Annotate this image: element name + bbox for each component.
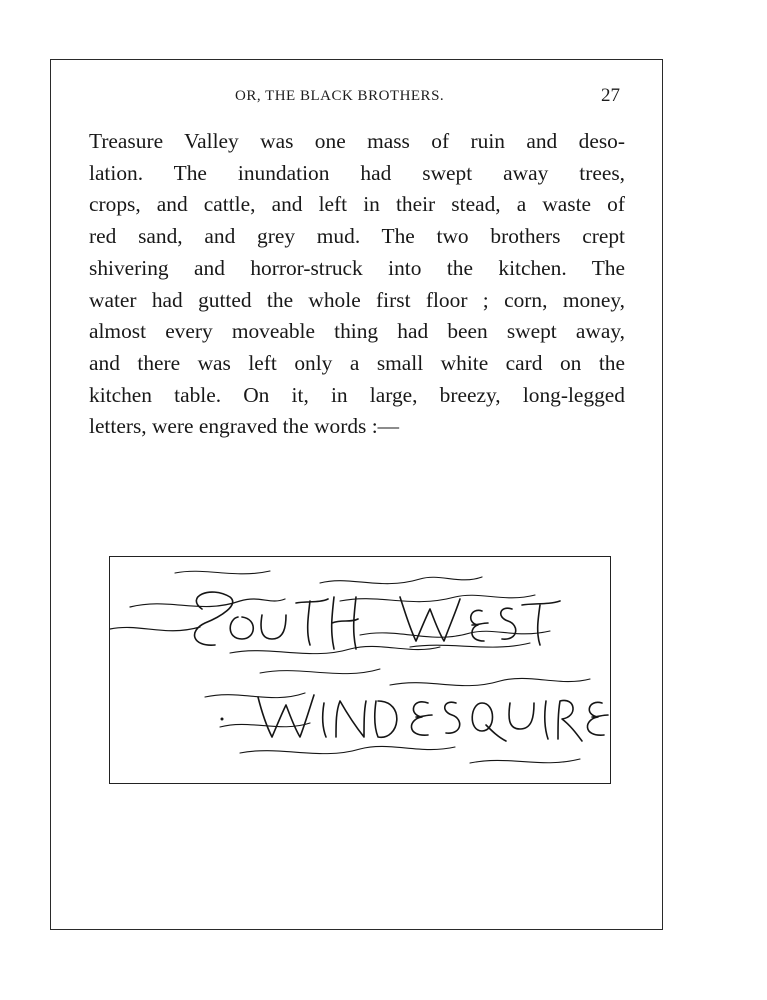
text-line: red sand, and grey mud. The two brothers crept (89, 224, 625, 249)
text-line: kitchen table. On it, in large, breezy, long-legged (89, 382, 625, 407)
running-head: OR, THE BLACK BROTHERS. (235, 88, 445, 104)
text-line: crops, and cattle, and left in their stead, a waste of (89, 192, 625, 217)
page-number: 27 (601, 85, 620, 106)
text-line: letters, were engraved the words :— (89, 414, 400, 439)
text-line: shivering and horror-struck into the kitchen. The (89, 255, 625, 280)
calling-card-illustration (109, 556, 611, 784)
text-line: lation. The inundation had swept away trees, (89, 160, 625, 185)
body-paragraph (89, 126, 625, 443)
text-line: almost every moveable thing had been swept away, (89, 319, 625, 344)
text-line: and there was left only a small white card on the (89, 350, 625, 375)
windy-lettering-illustration (110, 557, 612, 785)
text-line: water had gutted the whole first floor ; corn, money, (89, 287, 625, 312)
text-line: Treasure Valley was one mass of ruin and deso- (89, 129, 625, 153)
